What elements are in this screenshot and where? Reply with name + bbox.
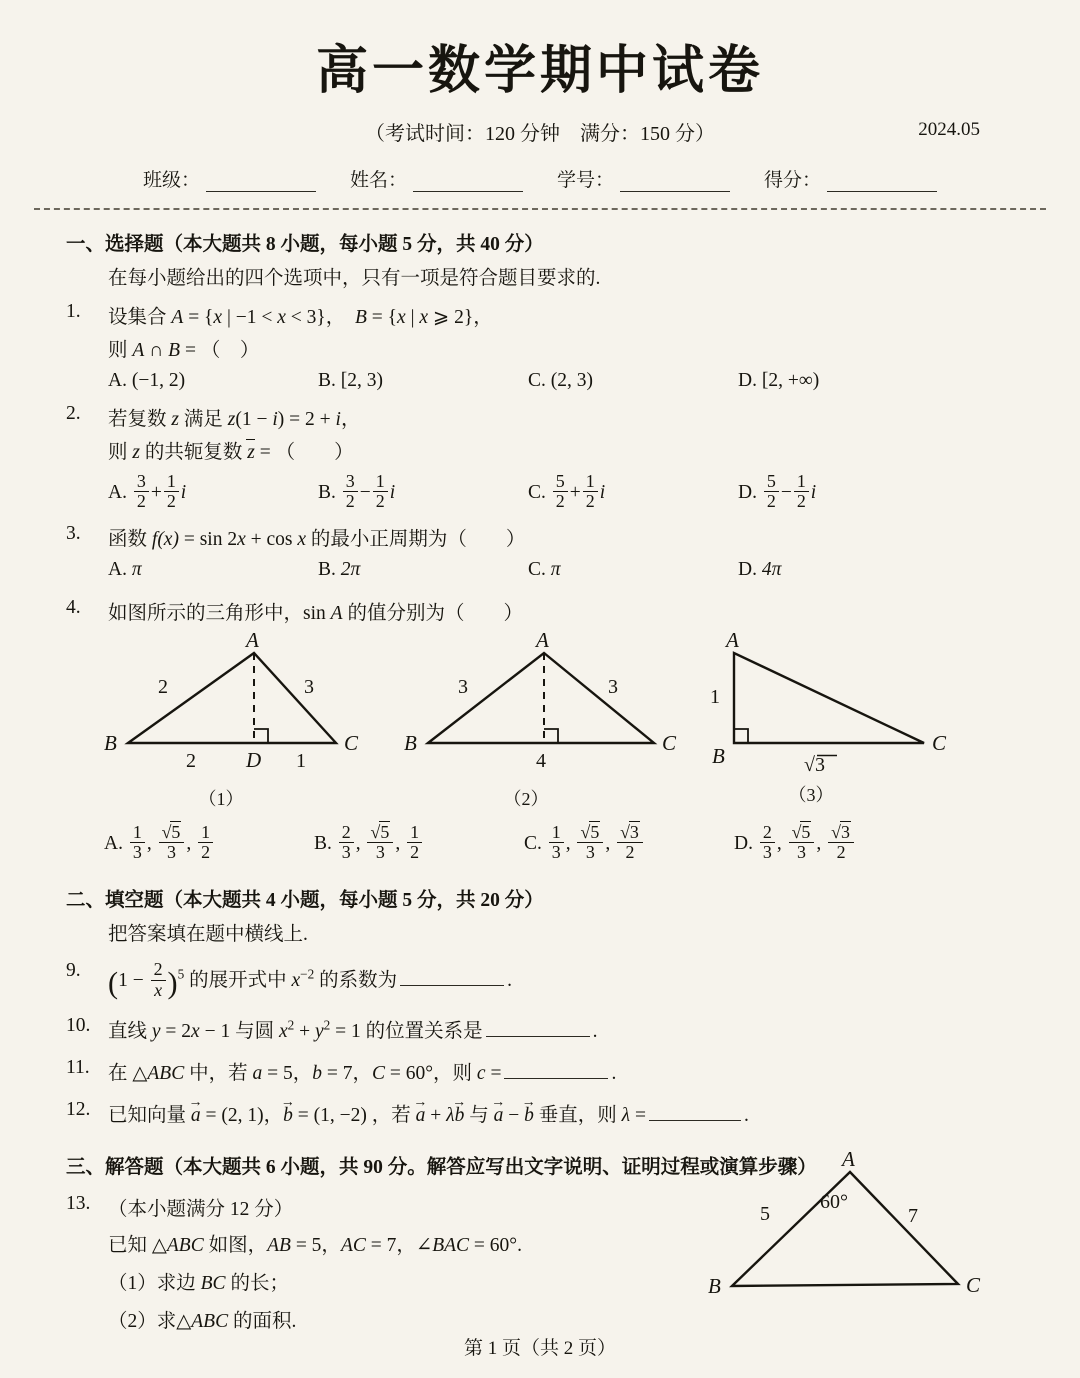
q2-expr1: (1 − — [235, 409, 273, 430]
q2-option-d[interactable] — [738, 472, 948, 512]
fig1-label-A: A — [246, 630, 259, 652]
q13-bac-val: = 60°. — [469, 1234, 522, 1256]
fig3-label-B: B — [712, 743, 725, 768]
q1-option-d[interactable] — [738, 370, 948, 392]
q4-option-a-tag: A. — [104, 832, 123, 854]
q9-one: 1 − — [118, 970, 149, 992]
q1-m6: ⩾ 2}， — [428, 307, 493, 328]
q11-b: b — [312, 1062, 322, 1084]
q1-option-b-text: [2, 3) — [340, 370, 384, 391]
q13-fig-side-left: 5 — [760, 1203, 770, 1225]
q12-mid: 与 — [464, 1104, 494, 1126]
q1-option-a-tag: A. — [108, 370, 127, 391]
q3-f: f — [151, 528, 158, 550]
fig2-side-right: 3 — [608, 675, 618, 698]
q1-option-c[interactable] — [528, 370, 738, 392]
fig3-label-C: C — [932, 730, 947, 755]
q13-fig-label-A: A — [842, 1150, 855, 1171]
question-2-number: 2. — [66, 403, 81, 424]
q13-sub1-tail: 的长； — [225, 1272, 289, 1294]
question-10-number: 10. — [66, 1014, 91, 1036]
fig2-base: 4 — [536, 749, 546, 772]
question-1-line-2 — [108, 334, 1080, 362]
question-9-number: 9. — [66, 960, 81, 982]
q4-angle-a: A — [330, 602, 343, 624]
q12-plus: + — [425, 1104, 447, 1126]
q2-b-frac2: $\frac{1}{2}$ — [373, 472, 388, 512]
q2-pre: 若复数 — [108, 409, 172, 430]
section-heading-choice — [66, 228, 1080, 256]
question-4 — [66, 597, 1080, 625]
q9-fraction: $\frac{2}{x}$ — [151, 960, 166, 1000]
section3-title: 三、解答题 — [66, 1156, 164, 1178]
q4-option-a[interactable]: A. $\frac{1}{3}$ , $\frac{√5}{3}$ , $\frac{1}{2}$ — [104, 823, 314, 863]
q4-b-f1: $\frac{2}{3}$ — [339, 823, 354, 863]
question-9-body — [108, 960, 1080, 1000]
q2-option-b[interactable] — [318, 472, 528, 512]
q3-option-b-tag: B. — [318, 558, 336, 580]
q9-period: . — [507, 970, 513, 992]
section-heading-fill — [66, 884, 1080, 912]
field-name — [350, 165, 523, 192]
q13-fig-label-B: B — [708, 1274, 721, 1298]
triangle-figure-3 — [696, 631, 956, 807]
q2-c-frac1: $\frac{5}{2}$ — [553, 472, 568, 512]
question-4-figures — [96, 631, 1080, 811]
question-4-number: 4. — [66, 596, 81, 618]
q12-a-val: = (2, 1)， — [200, 1104, 284, 1126]
q4-a-f1: $\frac{1}{3}$ — [130, 823, 145, 863]
field-name-label: 姓名： — [349, 170, 407, 191]
q4-pre: 如图所示的三角形中，sin — [108, 602, 331, 624]
question-1-line-1 — [108, 301, 1080, 329]
field-student-id — [557, 165, 730, 192]
question-3-options — [108, 559, 1080, 581]
q10-x1: x — [191, 1020, 200, 1042]
q13-ac-val: = 7，∠ — [365, 1234, 433, 1256]
q4-option-d[interactable]: D. $\frac{2}{3}$ , $\frac{√5}{3}$ , $\frac{√3}{2}$ — [734, 823, 944, 863]
field-class-input[interactable] — [206, 174, 316, 192]
fig3-label-A: A — [726, 630, 739, 652]
fig2-caption: （2） — [503, 788, 549, 809]
q4-b-f2: $\frac{√5}{3}$ — [367, 823, 393, 863]
q2-l2-z: z — [132, 442, 140, 463]
q3-arg: (x) — [157, 528, 179, 550]
q1-option-b-tag: B. — [318, 370, 336, 391]
q10-x-sq: 2 — [287, 1017, 295, 1032]
q3-option-d-tag: D. — [738, 558, 757, 580]
q9-x: x — [291, 970, 301, 992]
q13-fig-side-right: 7 — [908, 1205, 918, 1227]
triangle-figure-1-svg — [96, 631, 396, 783]
q10-y2: y — [314, 1020, 324, 1042]
q12-vector-a3: a → — [494, 1105, 504, 1127]
q9-open-paren: ( — [108, 965, 119, 1000]
q12-eq: = — [630, 1104, 646, 1126]
fig1-side-right: 3 — [304, 675, 314, 698]
q4-c-f2: $\frac{√5}{3}$ — [577, 823, 603, 863]
q3-option-b-text: 2π — [340, 558, 361, 580]
q12-tail: 垂直，则 — [533, 1104, 622, 1126]
q1-option-c-text: (2, 3) — [550, 370, 594, 391]
section1-subtitle: （本大题共 8 小题，每小题 5 分，共 40 分） — [163, 234, 544, 255]
q2-d-frac1: $\frac{5}{2}$ — [764, 472, 779, 512]
q2-i2: i — [335, 409, 341, 430]
question-4-options — [104, 823, 1080, 863]
question-1-body — [108, 301, 1080, 362]
q2-a-frac1: $\frac{3}{2}$ — [134, 472, 149, 512]
q4-d-f3: $\frac{√3}{2}$ — [828, 823, 854, 863]
q11-c: c — [476, 1062, 486, 1084]
exam-date: 2024.05 — [918, 119, 980, 140]
q4-a-f3: $\frac{1}{2}$ — [198, 823, 213, 863]
q11-C-val: = 60°，则 — [385, 1062, 477, 1084]
q13-ab-val: = 5， — [290, 1234, 341, 1256]
q2-z1: z — [171, 409, 179, 430]
question-1 — [66, 301, 1080, 362]
svg-text:√3: √3 — [804, 753, 825, 776]
field-student-id-label: 学号： — [557, 170, 615, 191]
question-3-number: 3. — [66, 522, 81, 544]
q2-end: ， — [340, 409, 361, 430]
question-1-number: 1. — [66, 301, 81, 322]
q11-eq: = — [485, 1062, 502, 1084]
q4-c-f3: $\frac{√3}{2}$ — [617, 823, 643, 863]
q10-period: . — [592, 1020, 598, 1042]
fig3-side-vertical: 1 — [710, 685, 720, 708]
q4-answer-paren[interactable]: 的值分别为（ ） — [342, 602, 523, 624]
q11-C: C — [371, 1062, 385, 1084]
q3-option-c[interactable] — [528, 559, 738, 581]
q1-option-a-text: (−1, 2) — [131, 370, 186, 391]
field-student-id-input[interactable] — [620, 174, 730, 192]
q2-expr2: ) = 2 + — [277, 409, 336, 430]
question-12-body — [108, 1099, 1080, 1127]
q2-option-a[interactable] — [108, 472, 318, 512]
q2-option-c[interactable] — [528, 472, 738, 512]
q4-option-c[interactable]: C. $\frac{1}{3}$ , $\frac{√5}{3}$ , $\frac{√3}{2}$ — [524, 823, 734, 863]
q4-d-f1: $\frac{2}{3}$ — [760, 823, 775, 863]
q10-eq2: − 1 与圆 — [199, 1020, 279, 1042]
q11-answer-blank[interactable] — [504, 1063, 608, 1079]
q11-triangle-abc: ABC — [147, 1062, 185, 1084]
q1-l2-pre: 则 — [108, 340, 133, 361]
section2-instruction: 把答案填在题中横线上. — [108, 924, 308, 946]
question-13-figure — [702, 1150, 1002, 1300]
q12-vector-b3: b → — [524, 1105, 534, 1127]
question-11 — [66, 1057, 1080, 1085]
q9-exponent: 5 — [177, 966, 185, 982]
q13-sub1-bc: BC — [200, 1272, 226, 1294]
q2-a-i: i — [180, 482, 187, 504]
q12-b-val: = (1, −2) ，若 — [292, 1104, 416, 1126]
q1-m4: = { — [366, 307, 398, 328]
fig2-side-left: 3 — [458, 675, 468, 698]
q1-x1: x — [213, 307, 223, 328]
question-13-triangle-svg — [702, 1150, 1002, 1300]
q13-stem-mid: 如图， — [203, 1234, 268, 1256]
q3-option-a[interactable] — [108, 559, 318, 581]
q9-tail: 的系数为 — [314, 970, 398, 992]
q2-option-a-tag: A. — [108, 482, 127, 504]
question-11-body — [108, 1057, 1080, 1085]
q1-m2: | −1 < — [222, 307, 278, 328]
q13-ab: AB — [267, 1234, 291, 1256]
q3-x1: x — [237, 528, 246, 550]
q9-x-exponent: −2 — [300, 966, 315, 982]
q1-l2-b: B — [168, 340, 181, 361]
q3-option-b[interactable] — [318, 559, 528, 581]
exam-info: （考试时间：120 分钟 满分：150 分） — [365, 123, 715, 145]
q1-option-a[interactable] — [108, 370, 318, 392]
section3-subtitle: （本大题共 6 小题，共 90 分。解答应写出文字说明、证明过程或演算步骤） — [163, 1156, 817, 1178]
q2-b-i: i — [389, 482, 396, 504]
q1-m5: | — [405, 307, 420, 328]
q4-option-b[interactable]: B. $\frac{2}{3}$ , $\frac{√5}{3}$ , $\frac{1}{2}$ — [314, 823, 524, 863]
q10-y: y — [151, 1020, 161, 1042]
q1-m1: = { — [183, 307, 214, 328]
q1-set-b: B — [355, 307, 367, 328]
q13-fig-angle: 60° — [820, 1191, 848, 1213]
q4-option-b-tag: B. — [314, 832, 332, 854]
question-3-body — [108, 523, 1080, 551]
q3-option-a-text: π — [131, 558, 142, 580]
q1-m3: < 3}， — [285, 307, 355, 328]
fig2-label-B: B — [404, 730, 417, 755]
q3-option-c-tag: C. — [528, 558, 546, 580]
question-3 — [66, 523, 1080, 551]
fig1-label-C: C — [344, 730, 359, 755]
q2-b-frac1: $\frac{3}{2}$ — [343, 472, 358, 512]
q2-mid: 满足 — [178, 409, 228, 430]
q12-period: . — [743, 1104, 749, 1126]
q4-a-f2: $\frac{√5}{3}$ — [159, 823, 185, 863]
q2-l2-pre: 则 — [108, 442, 133, 463]
q10-x2: x — [278, 1020, 288, 1042]
q13-fig-label-C: C — [966, 1273, 981, 1297]
fig1-caption: （1） — [198, 788, 244, 809]
q13-ac: AC — [340, 1234, 366, 1256]
fig2-label-A: A — [536, 630, 549, 652]
q1-set-a: A — [171, 307, 184, 328]
q12-minus: − — [503, 1104, 525, 1126]
q2-d-op: − — [780, 482, 792, 504]
q10-eq3: = 1 的位置关系是 — [330, 1020, 483, 1042]
page-number: 第 1 页（共 2 页） — [463, 1338, 616, 1359]
q10-eq1: = 2 — [160, 1020, 192, 1042]
question-2-options — [108, 472, 1080, 512]
page-footer — [0, 1333, 1080, 1360]
q10-answer-blank[interactable] — [486, 1021, 590, 1037]
question-2 — [66, 403, 1080, 464]
q2-b-op: − — [359, 482, 371, 504]
q11-a: a — [252, 1062, 263, 1084]
header-divider — [34, 208, 1046, 210]
q11-period: . — [611, 1062, 617, 1084]
q4-option-d-tag: D. — [734, 832, 753, 854]
q3-eq: = sin 2 — [178, 528, 238, 550]
q13-sub2-pre: （2）求△ — [108, 1310, 192, 1332]
q2-d-i: i — [810, 482, 817, 504]
q10-pre: 直线 — [108, 1020, 152, 1042]
q1-x3: x — [397, 307, 406, 328]
q9-close-paren: ) — [167, 965, 178, 1000]
q12-lambda2: λ — [621, 1104, 631, 1126]
q2-c-op: + — [569, 482, 581, 504]
q1-option-d-text: [2, +∞) — [761, 370, 820, 391]
q1-answer-paren[interactable]: = （ ） — [180, 340, 260, 361]
q4-option-c-tag: C. — [524, 832, 542, 854]
q13-abc: ABC — [166, 1234, 204, 1256]
q2-i1: i — [272, 409, 278, 430]
q12-vector-a: a → — [191, 1105, 201, 1127]
field-score-input[interactable] — [827, 174, 937, 192]
q1-text-pre: 设集合 — [108, 307, 172, 328]
section1-instruction: 在每小题给出的四个选项中，只有一项是符合题目要求的. — [108, 268, 601, 289]
q2-c-i: i — [599, 482, 606, 504]
q2-option-b-tag: B. — [318, 482, 336, 504]
question-12-number: 12. — [66, 1098, 91, 1120]
q1-option-d-tag: D. — [738, 370, 757, 391]
q1-x2: x — [277, 307, 286, 328]
triangle-figure-1 — [96, 631, 396, 811]
fig1-label-B: B — [104, 730, 117, 755]
q9-answer-blank[interactable] — [400, 970, 504, 986]
q12-answer-blank[interactable] — [649, 1105, 741, 1121]
q12-vector-b2: b → — [455, 1105, 465, 1127]
question-4-body — [108, 597, 1080, 625]
q2-a-frac2: $\frac{1}{2}$ — [164, 472, 179, 512]
q3-option-a-tag: A. — [108, 558, 127, 580]
q3-option-d-text: 4π — [761, 558, 782, 580]
fig2-label-C: C — [662, 730, 677, 755]
field-score-label: 得分： — [764, 170, 822, 191]
question-4-line-1 — [108, 597, 1080, 625]
question-12 — [66, 1099, 1080, 1127]
q11-pre: 在 △ — [108, 1062, 148, 1084]
section2-subtitle: （本大题共 4 小题，每小题 5 分，共 20 分） — [163, 890, 544, 912]
q13-sub2-tail: 的面积. — [228, 1310, 297, 1332]
q13-sub2-abc: ABC — [191, 1310, 229, 1332]
q2-option-d-tag: D. — [738, 482, 757, 504]
fig3-caption: （3） — [788, 784, 834, 805]
q2-z2: z — [227, 409, 236, 430]
q2-answer-paren[interactable]: = （ ） — [254, 442, 354, 463]
q11-mid1: 中，若 — [184, 1062, 253, 1084]
q2-a-op: + — [150, 482, 162, 504]
fig3-side-horizontal — [804, 754, 837, 776]
q2-c-frac2: $\frac{1}{2}$ — [583, 472, 598, 512]
question-9 — [66, 960, 1080, 1000]
field-class — [143, 165, 316, 192]
q4-d-f2: $\frac{√5}{3}$ — [789, 823, 815, 863]
question-2-body — [108, 403, 1080, 464]
q1-intersect-symbol: ∩ — [144, 340, 169, 361]
q4-b-f3: $\frac{1}{2}$ — [407, 823, 422, 863]
field-class-label: 班级： — [142, 170, 200, 191]
fig1-label-D: D — [246, 747, 262, 772]
question-10 — [66, 1015, 1080, 1043]
question-3-line-1 — [108, 523, 1080, 551]
q3-option-c-text: π — [550, 558, 561, 580]
q3-option-d[interactable] — [738, 559, 948, 581]
q2-d-frac2: $\frac{1}{2}$ — [794, 472, 809, 512]
q1-l2-a: A — [132, 340, 145, 361]
q12-lambda: λ — [446, 1104, 455, 1126]
question-1-options — [108, 370, 1080, 392]
q3-answer-paren[interactable]: 的最小正周期为（ ） — [306, 528, 526, 550]
question-13-number: 13. — [66, 1192, 91, 1214]
exam-subheader — [0, 117, 1080, 145]
q10-y-sq: 2 — [323, 1017, 331, 1032]
q10-plus: + — [294, 1020, 315, 1042]
q3-pre: 函数 — [108, 528, 152, 550]
section1-title: 一、选择题 — [66, 234, 164, 255]
fig1-base-right: 1 — [296, 749, 306, 772]
student-info-row — [0, 165, 1080, 192]
q13-sub1-pre: （1）求边 — [108, 1272, 201, 1294]
q3-plus: + cos — [245, 528, 298, 550]
triangle-figure-2 — [396, 631, 696, 811]
q11-b-val: = 7， — [321, 1062, 372, 1084]
q4-c-f1: $\frac{1}{3}$ — [549, 823, 564, 863]
q13-bac: BAC — [432, 1234, 470, 1256]
q3-x2: x — [297, 528, 307, 550]
question-2-line-1 — [108, 403, 1080, 431]
section2-title: 二、填空题 — [66, 890, 164, 912]
field-score — [764, 165, 937, 192]
q11-a-val: = 5， — [262, 1062, 313, 1084]
q12-vector-a2: a → — [416, 1105, 426, 1127]
exam-paper-page — [0, 28, 1080, 1378]
page-title: 高一数学期中试卷 — [315, 43, 764, 100]
question-11-number: 11. — [66, 1056, 90, 1078]
q12-vector-b: b → — [283, 1105, 293, 1127]
question-13-sub-2 — [108, 1305, 1080, 1333]
q2-l2-mid: 的共轭复数 — [139, 442, 248, 463]
triangle-figure-2-svg — [396, 631, 696, 783]
question-13-score: （本小题满分 12 分） — [108, 1198, 294, 1220]
q12-pre: 已知向量 — [108, 1104, 191, 1126]
question-10-body — [108, 1015, 1080, 1043]
question-2-line-2 — [108, 436, 1080, 464]
q2-z-conjugate: z — [247, 442, 255, 463]
fig1-base-left: 2 — [186, 749, 196, 772]
triangle-figure-3-svg — [696, 631, 956, 783]
q2-option-c-tag: C. — [528, 482, 546, 504]
fig1-side-left: 2 — [158, 675, 168, 698]
q13-stem-pre: 已知 △ — [108, 1234, 167, 1256]
q1-option-c-tag: C. — [528, 370, 546, 391]
q9-mid: 的展开式中 — [184, 970, 292, 992]
field-name-input[interactable] — [413, 174, 523, 192]
q1-option-b[interactable] — [318, 370, 528, 392]
q1-x4: x — [419, 307, 428, 328]
